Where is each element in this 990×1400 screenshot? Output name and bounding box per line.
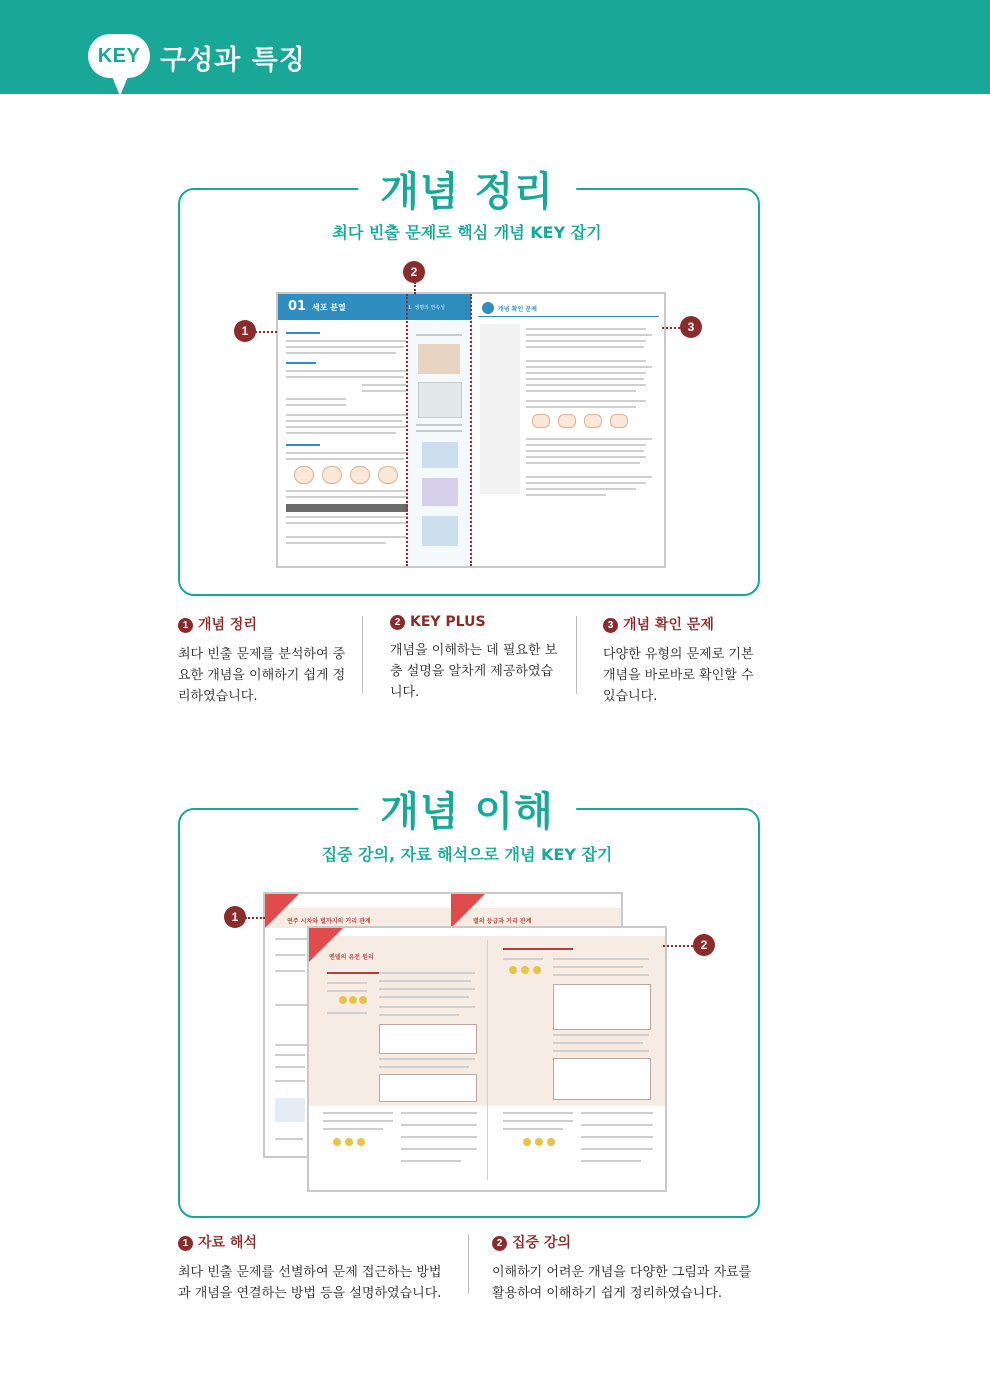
feature-data-analysis bbox=[178, 1232, 452, 1304]
preview-back-right-title: 별의 등급과 거리 관계 bbox=[473, 918, 532, 925]
section1-title: 개념 정리 bbox=[358, 160, 576, 217]
feature-title: 개념 확인 문제 bbox=[623, 617, 714, 633]
feature-description: 개념을 이해하는 데 필요한 보충 설명을 알차게 제공하였습니다. bbox=[390, 643, 558, 700]
section1-subtitle: 최다 빈출 문제로 핵심 개념 KEY 잡기 bbox=[332, 223, 602, 242]
preview-unit-title: 세포 분열 bbox=[312, 303, 346, 312]
preview-right-page bbox=[471, 294, 665, 566]
feature-title: 개념 정리 bbox=[198, 617, 257, 633]
feature-number: 1 bbox=[178, 1236, 193, 1251]
section1-marker-2: 2 bbox=[403, 261, 425, 283]
feature-number: 2 bbox=[492, 1236, 507, 1251]
section1-preview-spread bbox=[276, 292, 666, 568]
section2-marker1-leader bbox=[245, 917, 265, 919]
section2-subtitle: 집중 강의, 자료 해석으로 개념 KEY 잡기 bbox=[321, 845, 613, 864]
section2-marker2-leader bbox=[663, 945, 693, 947]
section2-title: 개념 이해 bbox=[358, 780, 576, 837]
preview-unit-tag: 1. 생명의 연속성 bbox=[408, 305, 445, 311]
divider bbox=[576, 616, 577, 694]
preview-check-title: 개념 확인 문제 bbox=[498, 306, 537, 313]
preview-front-title: 멘델의 유전 원리 bbox=[329, 954, 374, 961]
section2-marker-2: 2 bbox=[693, 934, 715, 956]
header-bar bbox=[0, 0, 990, 94]
feature-title: KEY PLUS bbox=[410, 614, 486, 630]
feature-number: 2 bbox=[390, 615, 405, 630]
feature-key-plus bbox=[390, 614, 558, 703]
feature-description: 최다 빈출 문제를 분석하여 중요한 개념을 이해하기 쉽게 정리하였습니다. bbox=[178, 647, 346, 704]
section1-marker1-leader bbox=[255, 331, 277, 333]
key-plus-highlight bbox=[406, 294, 472, 566]
feature-description: 다양한 유형의 문제로 기본 개념을 바로바로 확인할 수 있습니다. bbox=[603, 647, 754, 704]
feature-concept-check bbox=[603, 614, 763, 707]
feature-number: 3 bbox=[603, 618, 618, 633]
preview-unit-number: 01 bbox=[288, 299, 307, 314]
divider bbox=[468, 1234, 469, 1294]
feature-number: 1 bbox=[178, 618, 193, 633]
section2-marker-1: 1 bbox=[224, 906, 246, 928]
key-badge: KEY bbox=[88, 34, 150, 78]
divider bbox=[362, 616, 363, 694]
feature-concept-summary bbox=[178, 614, 346, 707]
section1-marker-1: 1 bbox=[234, 320, 256, 342]
section1-marker2-leader bbox=[414, 282, 416, 294]
page-title: 구성과 특징 bbox=[160, 45, 306, 76]
preview-back-left-title: 연주 시차와 별까지의 거리 관계 bbox=[287, 918, 371, 925]
feature-description: 최다 빈출 문제를 선별하여 문제 접근하는 방법과 개념을 연결하는 방법 등을 설명하였습니다. bbox=[178, 1265, 442, 1301]
feature-description: 이해하기 어려운 개념을 다양한 그림과 자료를 활용하여 이해하기 쉽게 정리하였습니다. bbox=[492, 1265, 752, 1301]
section1-marker-3: 3 bbox=[680, 316, 702, 338]
preview-front-spread bbox=[307, 926, 667, 1192]
feature-focused-lecture bbox=[492, 1232, 764, 1304]
feature-title: 집중 강의 bbox=[512, 1235, 571, 1251]
feature-title: 자료 해석 bbox=[198, 1235, 257, 1251]
section1-marker3-leader bbox=[662, 327, 680, 329]
key-badge-tail bbox=[111, 74, 129, 96]
